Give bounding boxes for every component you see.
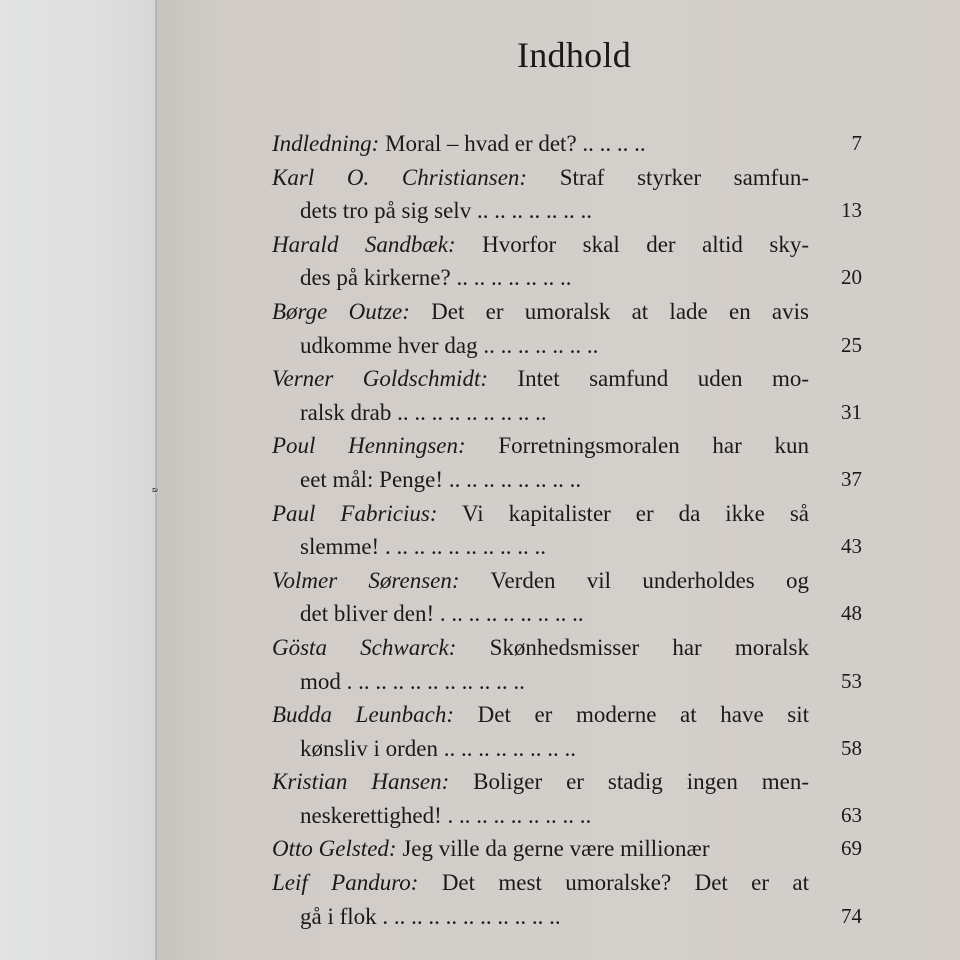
toc-title-continued: det bliver den! <box>300 601 435 627</box>
toc-entry-line <box>272 127 809 161</box>
toc-title: Det er moderne at have sit <box>454 702 809 728</box>
table-of-contents <box>272 127 862 933</box>
toc-page-number: 48 <box>841 601 862 626</box>
toc-author: Leif Panduro: <box>272 870 419 896</box>
toc-title: Intet samfund uden mo- <box>488 366 809 392</box>
toc-entry-line <box>272 396 809 430</box>
toc-entry-line <box>272 564 809 598</box>
toc-title-continued: mod <box>300 668 341 694</box>
toc-entry <box>272 161 862 228</box>
toc-title-continued: dets tro på sig selv <box>300 198 472 224</box>
toc-entry <box>272 866 862 933</box>
toc-title: Forretningsmoralen har kun <box>465 433 809 459</box>
toc-title-continued: gå i flok <box>300 903 377 929</box>
toc-title-continued: slemme! <box>300 534 380 560</box>
toc-title: Straf styrker samfun- <box>527 164 809 190</box>
toc-title: Det mest umoralske? Det er at <box>418 870 809 896</box>
toc-page-number: 13 <box>841 198 862 223</box>
toc-page-number: 7 <box>851 131 862 155</box>
facing-page <box>0 0 156 960</box>
toc-author: Paul Fabricius: <box>272 500 438 526</box>
margin-mark: a <box>149 487 162 493</box>
toc-author: Budda Leunbach: <box>272 702 455 728</box>
toc-title: Boliger er stadig ingen men- <box>449 769 810 795</box>
toc-author: Børge Outze: <box>272 298 410 324</box>
toc-page-number: 63 <box>841 802 862 827</box>
toc-entry-line <box>272 228 809 262</box>
toc-entry-line <box>272 631 809 665</box>
toc-entry-line <box>272 866 809 900</box>
toc-entry-line <box>272 161 809 195</box>
toc-author: Otto Gelsted: <box>272 836 397 862</box>
toc-author: Verner Goldschmidt: <box>272 366 488 392</box>
toc-entry-line <box>272 698 809 732</box>
toc-leader-dots: . .. .. .. .. .. .. .. .. <box>441 802 592 828</box>
toc-leader-dots: .. .. .. .. .. .. .. .. <box>443 466 582 492</box>
toc-leader-dots: .. .. .. .. .. .. .. <box>477 332 599 358</box>
page-title: Indhold <box>516 35 632 75</box>
toc-title: Hvorfor skal der altid sky- <box>455 231 809 257</box>
toc-author: Kristian Hansen: <box>272 769 450 795</box>
toc-title-continued: des på kirkerne? <box>300 265 451 291</box>
toc-page-number: 69 <box>841 836 862 861</box>
toc-entry-line <box>272 329 809 363</box>
toc-leader-dots: .. .. .. .. .. .. .. .. .. <box>391 399 547 425</box>
toc-author: Gösta Schwarck: <box>272 634 457 660</box>
toc-leader-dots: .. .. .. .. .. .. .. <box>471 198 592 224</box>
toc-author: Harald Sandbæk: <box>272 231 456 257</box>
toc-entry <box>272 429 862 496</box>
toc-entry-line <box>272 429 809 463</box>
toc-entry-line <box>272 463 809 497</box>
toc-page-number: 25 <box>841 332 862 357</box>
toc-page-number: 20 <box>841 265 862 290</box>
toc-leader-dots: .. .. .. .. .. .. .. .. <box>438 735 576 761</box>
toc-title-continued: kønsliv i orden <box>300 735 438 761</box>
toc-title: Jeg ville da gerne være millionær <box>396 836 710 862</box>
toc-entry <box>272 228 862 295</box>
toc-entry-line <box>272 295 809 329</box>
toc-entry <box>272 362 862 429</box>
toc-entry-line <box>272 732 809 766</box>
toc-entry <box>272 295 862 362</box>
toc-entry <box>272 497 862 564</box>
toc-leader-dots: . .. .. .. .. .. .. .. .. .. .. <box>340 668 525 694</box>
toc-leader-dots: . .. .. .. .. .. .. .. .. <box>434 601 584 627</box>
toc-title-continued: ralsk drab <box>300 399 392 425</box>
toc-page-number: 53 <box>841 668 862 693</box>
toc-entry <box>272 765 862 832</box>
toc-entry-line <box>272 530 809 564</box>
toc-entry <box>272 564 862 631</box>
toc-entry <box>272 631 862 698</box>
toc-page-number: 43 <box>841 534 862 559</box>
toc-leader-dots: .. .. .. .. <box>576 131 646 156</box>
toc-title: Skønhedsmisser har moralsk <box>456 634 809 660</box>
toc-page-number: 74 <box>841 903 862 928</box>
toc-leader-dots: .. .. .. .. .. .. .. <box>450 265 572 291</box>
toc-entry-line <box>272 665 809 699</box>
toc-author: Poul Henningsen: <box>272 433 466 459</box>
toc-entry-line <box>272 597 809 631</box>
toc-page-number: 37 <box>841 466 862 491</box>
toc-page-number: 31 <box>841 399 862 424</box>
toc-leader-dots: . .. .. .. .. .. .. .. .. .. .. <box>376 903 561 929</box>
toc-author: Volmer Sørensen: <box>272 567 460 593</box>
toc-entry-line <box>272 194 809 228</box>
toc-title-continued: neskerettighed! <box>300 802 442 828</box>
toc-title-continued: udkomme hver dag <box>300 332 478 358</box>
toc-title: Verden vil underholdes og <box>459 567 809 593</box>
toc-entry-line <box>272 362 809 396</box>
toc-author: Indledning: <box>272 131 380 156</box>
toc-entry-line <box>272 799 809 833</box>
toc-entry-line <box>272 261 809 295</box>
toc-entry <box>272 127 862 161</box>
toc-entry <box>272 832 862 866</box>
toc-title: Moral – hvad er det? <box>379 131 577 156</box>
toc-entry <box>272 698 862 765</box>
toc-title: Vi kapitalister er da ikke så <box>437 500 809 526</box>
toc-entry-line <box>272 900 809 934</box>
toc-entry-line <box>272 832 809 866</box>
toc-page-number: 58 <box>841 735 862 760</box>
toc-entry-line <box>272 497 809 531</box>
toc-title: Det er umoralsk at lade en avis <box>409 298 809 324</box>
toc-entry-line <box>272 765 809 799</box>
toc-leader-dots: . .. .. .. .. .. .. .. .. .. <box>379 534 546 560</box>
toc-title-continued: eet mål: Penge! <box>300 466 444 492</box>
toc-author: Karl O. Christiansen: <box>272 164 528 190</box>
